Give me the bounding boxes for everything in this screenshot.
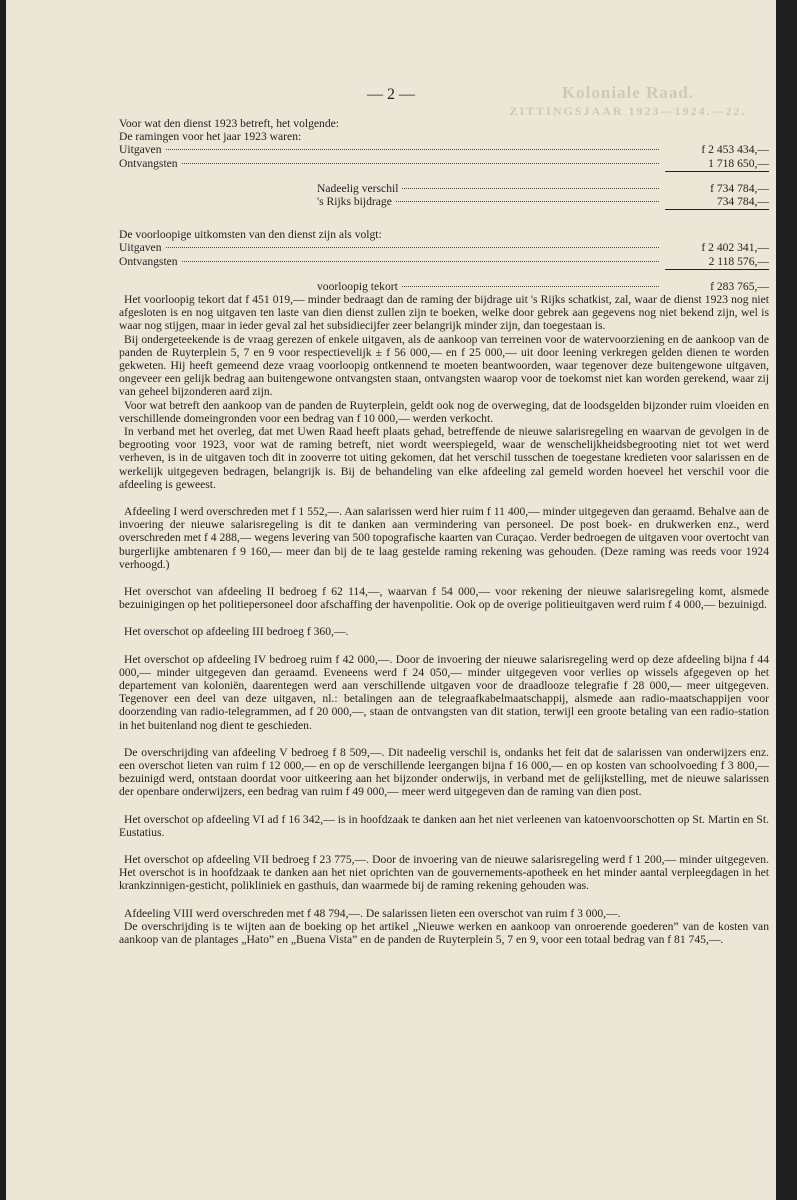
body-paragraph: Bij ondergeteekende is de vraag gerezen of enkele uitgaven, als de aankoop van terreinen voor de watervoorziening en de aankoop van de panden de Ruyterplein 5, 7 en 9 voor respectievelijk ± f 56 000,— en f 25 000,— uit door leening verkregen gelden dienen te worden gekweten. Hij heeft gemeend deze vraag voorloopig ontkennend te moeten beantwoorden, waar tegenover deze buitengewone uitgaven, ongeveer een gelijk bedrag aan buitengewone ontvangsten staan, ontvangsten waarop voor de toekomst niet kan worden gerekend, waar zij van geheel bijzonderen aard zijn. xyxy=(119,332,769,399)
body-paragraph: In verband met het overleg, dat met Uwen Raad heeft plaats gehad, betreffende de nieuwe salarisregeling en waarvan de gevolgen in de begrooting voor 1923, voor wat de raming betreft, niet wordt weerspiegeld, waar de wenschelijkheidsbegrooting niet tot wet werd verheven, is in de uitgaven toch dit in zooverre tot uiting gekomen, dat het verschil tusschen de toegestane kredieten voor salarissen en de werkelijk uitgegeven bedragen, belangrijk is. Bij de behandeling van elke afdeeling zal gemeld worden hoeveel het verschil voor die afdeeling is geweest. xyxy=(119,424,769,491)
intro-line: Voor wat den dienst 1923 betreft, het volgende: xyxy=(119,117,340,130)
body-paragraph: Afdeeling I werd overschreden met f 1 552,—. Aan salarissen werd hier ruim f 11 400,— minder uitgegeven dan geraamd. Behalve aan de invoering der nieuwe salarisregeling is dit te danken aan vermindering van personeel. De post boek- en drukwerken enz., werd overschreden met f 4 288,— wegens levering van 500 topografische kaarten van Curaçao. Verder bedroegen de uitgaven voor overtocht van burgerlijke ambtenaren f 9 160,— meer dan bij de te laag gestelde raming rekening was gehouden. (Deze raming was reeds voor 1924 verhoogd.) xyxy=(119,504,769,571)
body-paragraph: Het overschot op afdeeling IV bedroeg ruim f 42 000,—. Door de invoering der nieuwe salarisregeling werd op deze afdeeling bijna f 44 000,— minder uitgegeven dan geraamd. Eveneens werd f 24 050,— minder uitgegeven voor verlies op wissels afgegeven op het departement van koloniën, daarentegen werd aan verschillende uitgaven voor de draadlooze telegrafie f 28 000,— meer uitgegeven. Tegenover een deel van deze uitgaven, nl.: betalingen aan de telegraafkabelmaatschappij, alsmede aan radio-maatschappijen voor doorzending van radio-telegrammen, ad f 20 000,—, staan de ontvangsten van dit station, terwijl een groote betaling van een radio-station in het buitenland nog dient te geschieden. xyxy=(119,652,769,732)
ramingen-ontvangsten-row: Ontvangsten 1 718 650,— xyxy=(119,157,769,170)
body-paragraph: De overschrijding is te wijten aan de boeking op het artikel „Nieuwe werken en aankoop van onroerende goederen” van de kosten van aankoop van de plantages „Hato” en „Buena Vista” en de panden de Ruyterplein 5, 7 en 9, voor een totaal bedrag van f 81 745,—. xyxy=(119,919,769,947)
ramingen-uitgaven-row: Uitgaven f 2 453 434,— xyxy=(119,143,769,157)
page-number: — 2 — xyxy=(367,86,415,103)
body-paragraph: Voor wat betreft den aankoop van de panden de Ruyterplein, geldt ook nog de overweging, dat de loodsgelden bijzonder ruim vloeiden en verschillende domeingronden voor een bedrag van f 10 000,— werden verkocht. xyxy=(119,398,769,425)
uitkomsten-intro: De voorloopige uitkomsten van den dienst zijn als volgt: xyxy=(119,228,382,242)
nadeelig-verschil-row: Nadeelig verschil f 734 784,— xyxy=(317,181,769,195)
body-paragraph: Het voorloopig tekort dat f 451 019,— minder bedraagt dan de raming der bijdrage uit 's Rijks schatkist, zal, waar de dienst 1923 nog niet afgesloten is en nog uitgaven ten laste van dien dienst zullen zijn te boeken, welke door gebrek aan gegevens nog niet bekend zijn, wel is waar nog stijgen, maar in ieder geval zal het subsidiecijfer zeer belangrijk minder zijn, dan toegestaan is. xyxy=(119,292,769,333)
uitkomsten-ontvangsten-row: Ontvangsten 2 118 576,— xyxy=(119,255,769,268)
body-paragraph: Het overschot op afdeeling III bedroeg f 360,—. xyxy=(124,625,349,639)
document-page xyxy=(6,0,776,1200)
body-paragraph: Het overschot van afdeeling II bedroeg f 62 114,—, waarvan f 54 000,— voor rekening der nieuwe salarisregeling komt, alsmede bezuinigingen op het politiepersoneel door afschaffing der havenpolitie. Ook op de overige politieuitgaven werd ruim f 4 000,— bezuinigd. xyxy=(119,584,769,612)
body-paragraph: De overschrijding van afdeeling V bedroeg f 8 509,—. Dit nadeelig verschil is, ondanks het feit dat de salarissen van onderwijzers enz. een overschot lieten van ruim f 12 000,— en op de verschillende leergangen bijna f 16 000,— en op kosten van schoolvoeding f 3 800,— bezuinigd werd, ontstaan doordat voor uitkeering aan het bijzonder onderwijs, in verband met de gelijkstelling, met de nieuwe salarissen der openbare onderwijzers, een bedrag van ruim f 49 000,— meer werd uitgegeven dan de raming van dien post. xyxy=(119,745,769,799)
body-paragraph: Het overschot op afdeeling VI ad f 16 342,— is in hoofdzaak te danken aan het niet verleenen van katoenvoorschotten op St. Martin en St. Eustatius. xyxy=(119,812,769,839)
show-through-header: Koloniale Raad. ZITTINGSJAAR 1923—1924.—22. xyxy=(509,83,747,118)
body-paragraph: Afdeeling VIII werd overschreden met f 48 794,—. De salarissen lieten een overschot van ruim f 3 000,—. xyxy=(124,906,621,920)
intro-line: De ramingen voor het jaar 1923 waren: xyxy=(119,130,302,144)
rijks-bijdrage-row: 's Rijks bijdrage 734 784,— xyxy=(119,195,769,208)
document-body xyxy=(119,117,769,946)
uitkomsten-uitgaven-row: Uitgaven f 2 402 341,— xyxy=(119,241,769,255)
body-paragraph: Het overschot op afdeeling VII bedroeg f 23 775,—. Door de invoering van de nieuwe salarisregeling werd f 1 200,— minder uitgegeven. Het overschot is in hoofdzaak te danken aan het niet oprichten van de gouvernements-apotheek en het minder aantal verpleegdagen in het krankzinnigen-gesticht, polikliniek en gasthuis, dan waarmede bij de raming rekening gehouden was. xyxy=(119,853,769,893)
voorloopig-tekort-row: voorloopig tekort f 283 765,— xyxy=(317,279,769,293)
